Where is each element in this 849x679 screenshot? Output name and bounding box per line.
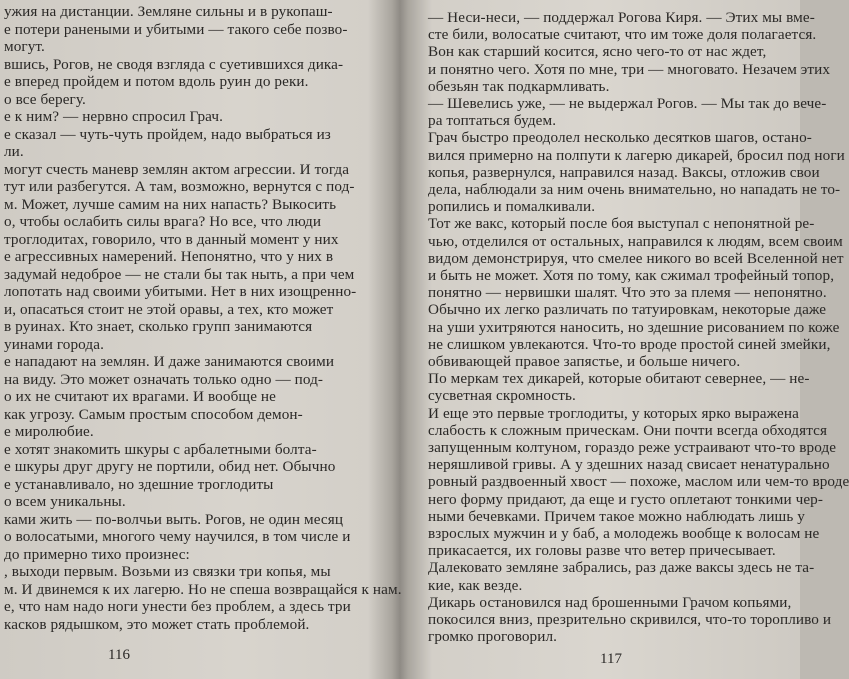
text-line: о волосатыми, многого чему научился, в том числе и [4,528,351,545]
text-line: е вперед пройдем и потом вдоль руин до реки. [4,73,309,90]
text-line: видом демонстрируя, что смелее никого во всей Вселенной нет [428,249,844,267]
text-line: Тот же вакс, который после боя выступал с непонятной ре- [428,215,815,233]
text-line: — Шевелись уже, — не выдержал Рогов. — Мы так до вече- [428,95,827,112]
text-line: Далековато земляне забрались, раз даже ваксы здесь не та- [428,559,815,577]
text-line: ропились и помалкивали. [428,198,596,216]
text-line: ными бечевками. Причем такое можно наблюдать лишь у [428,507,805,525]
text-line: — Неси-неси, — поддержал Рогова Киря. — Этих мы вме- [428,9,815,26]
text-line: лопотать над своими убитыми. Нет в них изощренно- [4,283,357,300]
text-line: , выходи первым. Возьми из связки три копья, мы [4,563,331,580]
text-line: обезьян так подкармливать. [428,77,610,95]
right-page [404,0,849,679]
text-line: е нападают на землян. И даже занимаются своими [4,353,335,370]
text-line: е, что нам надо ноги унести без проблем, а здесь три [4,598,351,615]
text-line: могут. [4,38,45,55]
text-line: Вон как старший косится, ясно чего-то от нас ждет, [428,43,767,61]
text-line: троглодитах, говорило, что в данный момент у них [4,230,339,248]
text-line: м. И двинемся к их лагерю. Но не спеша возвращайся к нам. [4,580,402,598]
text-line: неряшливой гривы. А у здешних назад свисает ненатурально [428,456,830,474]
text-line: сусветная скромность. [428,387,576,405]
text-line: до примерно тихо произнес: [4,545,190,563]
text-line: Обычно их легко различать по татуировкам, некоторые даже [428,301,827,319]
text-line: о их не считают их врагами. И вообще не [4,388,276,405]
text-line: обвивающей правое запястье, и больше ничего. [428,353,741,370]
right-page-number: 117 [600,651,622,667]
text-line: и быть не может. Хотя по тому, как сжимал трофейный топор, [428,267,835,284]
text-line: в руинах. Кто знает, сколько групп занимаются [4,318,313,335]
text-line: не слишком увлекаются. Что-то вроде простой синей змейки, [428,335,831,353]
text-line: е устанавливало, но здешние троглодиты [4,475,274,493]
text-line: прикасается, их головы разве что ветер причесывает. [428,542,776,560]
text-line: на уши ухитряются наносить, но здешние рисованием по коже [428,318,840,336]
text-line: Дикарь остановился над брошенными Грачом копьями, [428,593,792,611]
text-line: взрослых мужчин и у баб, а молодежь вообще к волосам не [428,525,820,542]
text-line: е шкуры друг другу не портили, обид нет. Обычно [4,458,336,475]
text-line: дела, наблюдали за ним очень внимательно, но нападать не то- [428,181,841,198]
text-line: понятно — нервишки шалят. Что это за племя — непонятно. [428,284,827,302]
text-line: вшись, Рогов, не сводя взгляда с суетившихся дика- [4,55,344,73]
text-line: И еще это первые троглодиты, у которых ярко выражена [428,404,799,422]
text-line: и понятно чего. Хотя по мне, три — многовато. Незачем этих [428,60,831,78]
text-line: е хотят знакомить шкуры с арбалетными болта- [4,440,317,458]
text-line: м. Может, лучше самим на них напасть? Выкосить [4,195,337,213]
left-page [0,0,402,679]
left-page-number: 116 [108,647,130,663]
text-line: Грач быстро преодолел несколько десятков шагов, остано- [428,129,812,147]
text-line: е агрессивных намерений. Непонятно, что у них в [4,248,334,265]
text-line: покосился вниз, презрительно скривился, что-то торопливо и [428,611,832,628]
text-line: По меркам тех дикарей, которые обитают севернее, — не- [428,370,810,388]
text-line: о, чтобы ослабить силы врага? Но все, что люди [4,213,322,230]
text-line: ками жить — по-волчьи выть. Рогов, не один месяц [4,510,344,528]
text-line: запущенным колтуном, гораздо реже устраивают что-то вроде [428,439,837,456]
text-line: ли. [4,143,24,160]
text-line: ужия на дистанции. Земляне сильны и в рукопаш- [4,3,333,20]
text-line: него форму придают, да еще и густо оплетают тонкими чер- [428,490,824,508]
text-line: вился примерно на полпути к лагерю дикарей, бросил под ноги [428,146,845,164]
text-line: чью, отделился от остальных, направился к людям, всем своим [428,232,843,250]
text-line: уинами города. [4,335,104,353]
text-line: слабость к сложным прическам. Они почти всегда обходятся [428,421,828,439]
text-line: кие, как везде. [428,576,523,594]
text-line: на виду. Это может означать только одно — под- [4,370,324,388]
text-line: копья, развернулся, направился назад. Ваксы, отложив свои [428,163,820,181]
text-line: е миролюбие. [4,423,94,440]
text-line: тут или разбегутся. А там, возможно, вернутся с под- [4,178,355,195]
text-line: е сказал — чуть-чуть пройдем, надо выбраться из [4,125,331,143]
text-line: о все берегу. [4,90,86,108]
text-line: задумай недоброе — не стали бы так ныть, а при чем [4,265,355,283]
text-line: е к ним? — нервно спросил Грач. [4,108,224,125]
text-line: ровный раздвоенный хвост — похоже, маслом или чем-то вроде [428,473,849,491]
text-line: ра топтаться будем. [428,112,557,130]
text-line: могут счесть маневр землян актом агрессии. И тогда [4,160,350,178]
text-line: о всем уникальны. [4,493,126,510]
text-line: касков рядышком, это может стать проблемой. [4,615,310,633]
text-line: сте били, волосатые считают, что им тоже доля полагается. [428,26,817,44]
text-line: е потери ранеными и убитыми — такого себе позво- [4,20,348,38]
text-line: как угрозу. Самым простым способом демон- [4,405,303,423]
text-line: и, опасаться стоит не этой оравы, а тех, кто может [4,300,334,318]
text-line: громко проговорил. [428,628,558,646]
